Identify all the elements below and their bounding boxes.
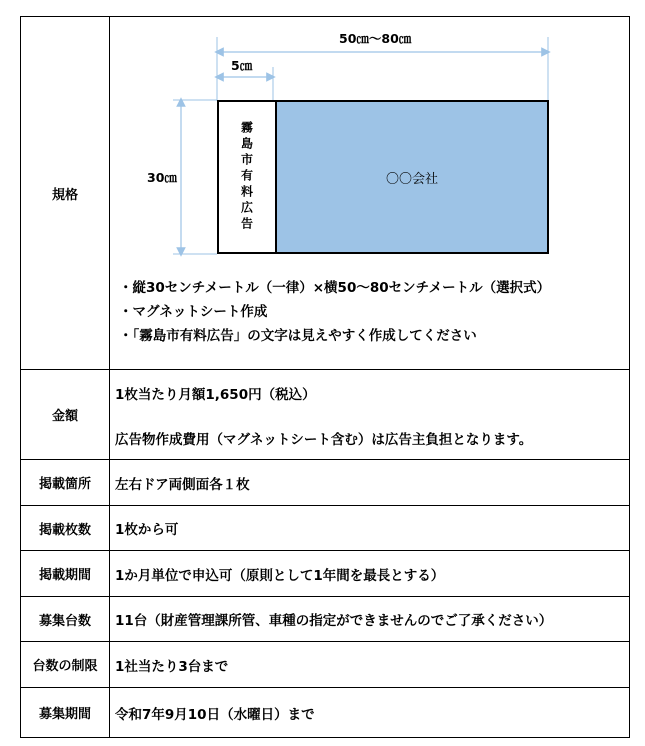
- table-row-recruitment: [21, 688, 629, 737]
- advertisement-area: [275, 102, 547, 252]
- table-row-price: [21, 370, 629, 460]
- spec-bullet: ・マグネットシート作成: [119, 304, 268, 320]
- row-value-location: 左右ドア両側面各１枚: [115, 476, 250, 493]
- spec-bullet: ・縦30センチメートル（一律）×横50～80センチメートル（選択式）: [119, 280, 551, 296]
- price-line: 広告物作成費用（マグネットシート含む）は広告主負担となります。: [115, 432, 533, 448]
- strip-area: [219, 102, 275, 252]
- row-value-period: 1か月単位で申込可（原則として1年間を最長とする）: [115, 567, 445, 584]
- row-label-location: 掲載箇所: [21, 460, 110, 505]
- row-value-vehicles: 11台（財産管理課所管、車種の指定ができませんのでご了承ください）: [115, 613, 553, 629]
- row-label-recruitment: 募集期間: [21, 688, 110, 737]
- price-line: 1枚当たり月額1,650円（税込）: [115, 387, 316, 403]
- strip-dimension-label: 5㎝: [231, 58, 253, 73]
- row-label-spec: 規格: [21, 17, 110, 369]
- table-row-vehicles: [21, 597, 629, 642]
- row-label-count: 掲載枚数: [21, 506, 110, 550]
- row-label-vehicles: 募集台数: [21, 597, 110, 641]
- magnet-sheet-diagram: [217, 100, 549, 254]
- spec-bullet: ・「霧島市有料広告」の文字は見えやすく作成してください: [119, 328, 477, 344]
- strip-text: 霧島市有料広告: [239, 121, 254, 233]
- row-label-limit: 台数の制限: [21, 642, 110, 687]
- row-value-count: 1枚から可: [115, 522, 179, 538]
- table-row-count: [21, 506, 629, 551]
- table-row-period: [21, 551, 629, 597]
- width-dimension-label: 50㎝～80㎝: [339, 31, 412, 46]
- table-row-limit: [21, 642, 629, 688]
- table-row-location: [21, 460, 629, 506]
- row-value-recruitment: 令和7年9月10日（水曜日）まで: [115, 706, 315, 723]
- row-label-price: 金額: [21, 370, 110, 459]
- table-row-spec: [21, 17, 629, 370]
- row-value-limit: 1社当たり3台まで: [115, 658, 229, 675]
- spec-table: [20, 16, 630, 738]
- height-dimension-label: 30㎝: [147, 170, 177, 185]
- row-label-period: 掲載期間: [21, 551, 110, 596]
- advertisement-text: 〇〇会社: [385, 171, 438, 187]
